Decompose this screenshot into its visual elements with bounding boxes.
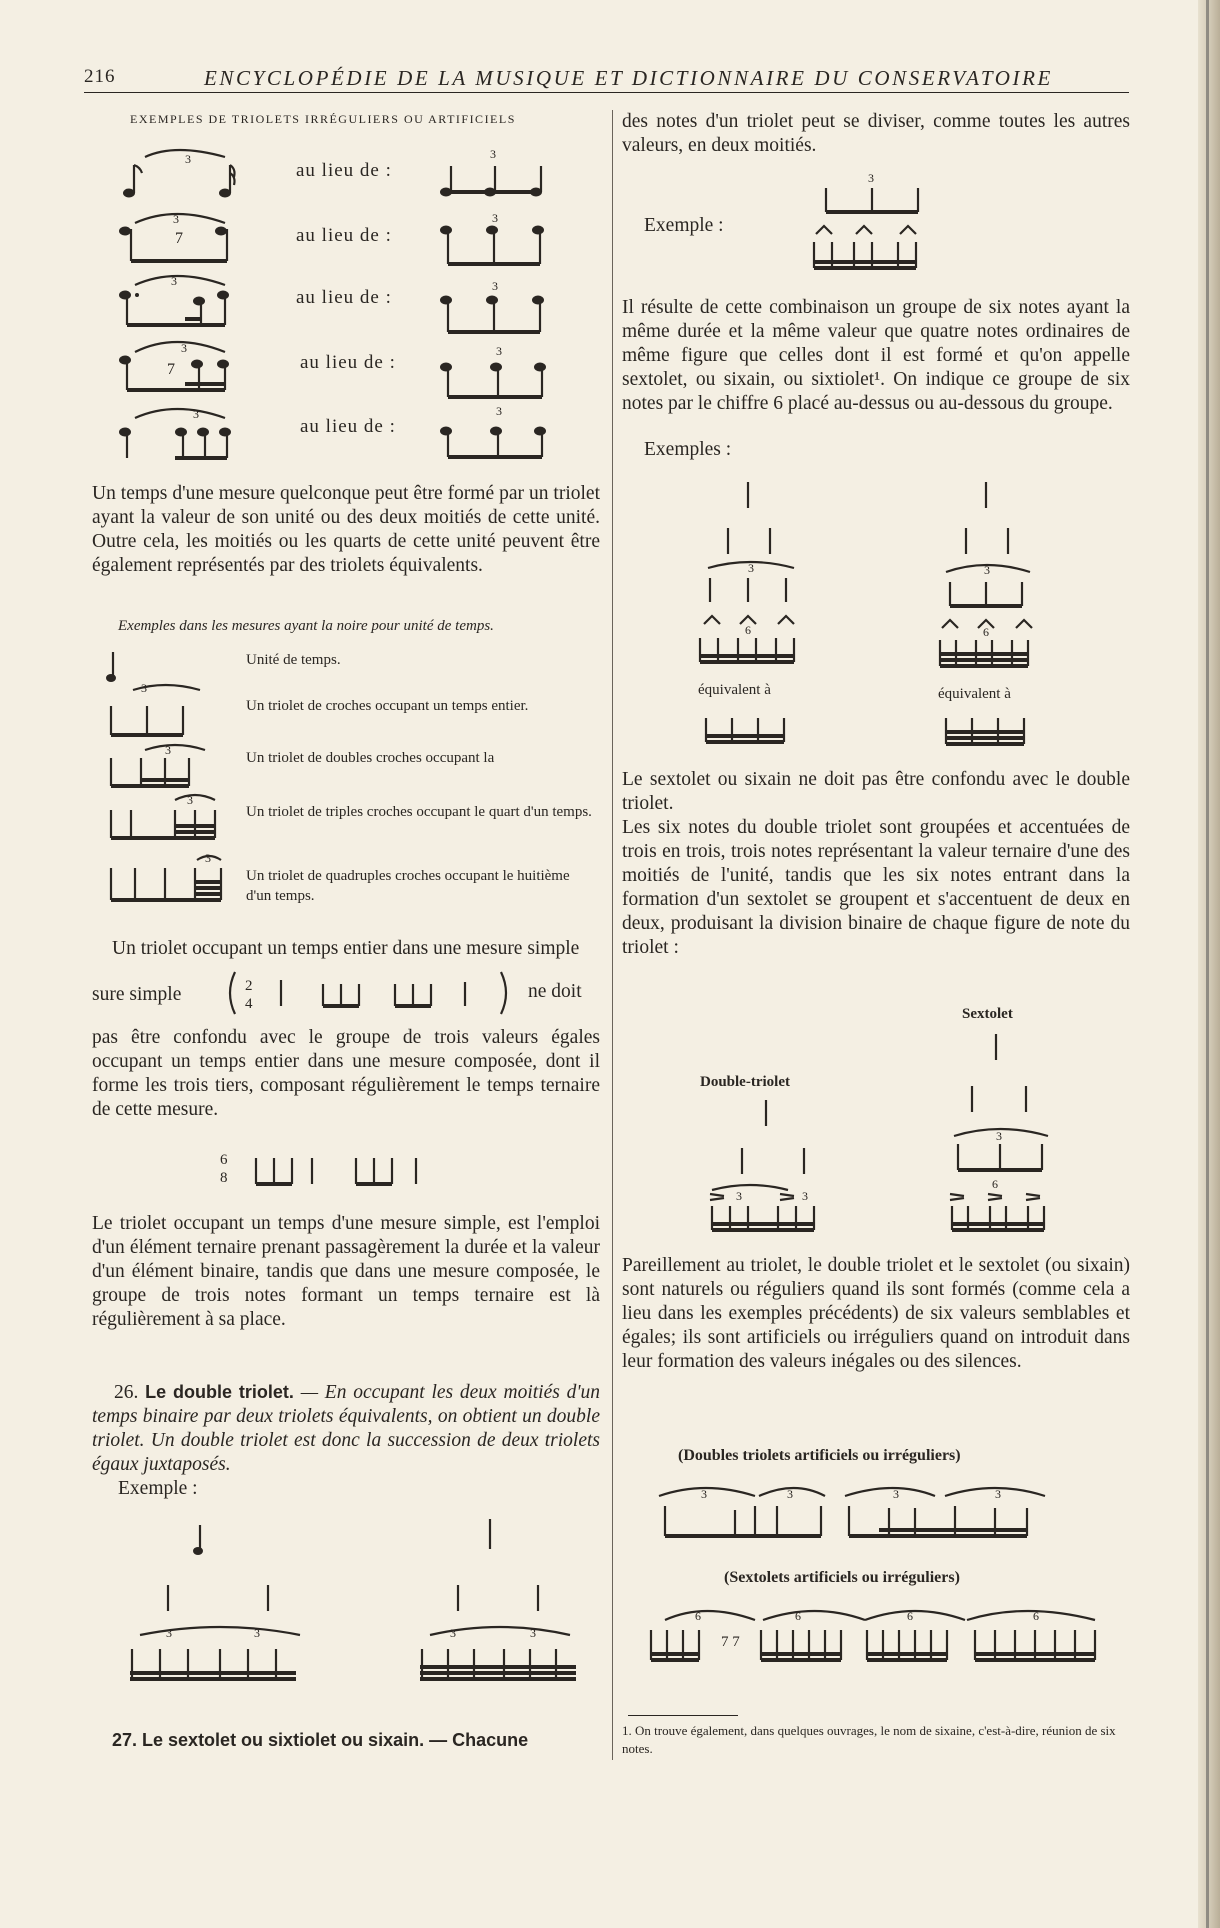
- svg-text:3: 3: [185, 152, 191, 166]
- equivalent-2: équivalent à: [938, 686, 1011, 702]
- sextolets-heading: (Sextolets artificiels ou irréguliers): [724, 1569, 960, 1586]
- au-lieu-de-1: au lieu de :: [296, 160, 392, 181]
- music-irregular-5: [115, 398, 245, 463]
- svg-text:3: 3: [490, 147, 496, 161]
- right-paragraph-4: Les six notes du double triolet sont groupées et accentuées de trois en trois, trois notes représentant la valeur ternaire d'une des moitiés de l'unité, tandis que les six notes entrant dans la formation d'un sextolet se groupent et s'accentuent de deux en deux, produisant la division binaire de chaque figure de note du triolet :: [622, 817, 1130, 958]
- example-thirtyseconds: Un triolet de triples croches occupant le quart d'un temps.: [246, 804, 592, 820]
- music-double-vs-sextolet: [700, 1030, 1100, 1235]
- svg-text:6: 6: [992, 1177, 998, 1191]
- svg-text:3: 3: [496, 404, 502, 418]
- right-paragraph-2: Il résulte de cette combinaison un groupe de six notes ayant la même durée et la même valeur que quatre notes ordinaires de même figure que celles dont il est formé et qu'on appelle sextolet, ou sixain, ou sixtiolet¹. On indique ce groupe de six notes par le chiffre 6 placé au-dessus ou au-dessous du groupe.: [622, 297, 1130, 414]
- svg-text:3: 3: [254, 1626, 260, 1640]
- section-26-title: Le double triolet.: [145, 1382, 294, 1402]
- svg-text:3: 3: [787, 1487, 793, 1501]
- svg-text:7 7: 7 7: [721, 1634, 740, 1650]
- svg-text:6: 6: [1033, 1609, 1039, 1623]
- svg-text:3: 3: [492, 211, 498, 225]
- section-26-number: 26.: [114, 1382, 139, 1403]
- irregular-triplets-heading: EXEMPLES DE TRIOLETS IRRÉGULIERS OU ARTIFICIELS: [130, 112, 516, 126]
- svg-text:3: 3: [205, 851, 211, 865]
- svg-text:3: 3: [996, 1129, 1002, 1143]
- left-paragraph-2b: ne doit: [528, 981, 582, 1002]
- svg-text:6: 6: [695, 1609, 701, 1623]
- svg-text:3: 3: [171, 274, 177, 288]
- svg-text:3: 3: [165, 743, 171, 757]
- svg-text:6: 6: [907, 1609, 913, 1623]
- au-lieu-de-5: au lieu de :: [300, 416, 396, 437]
- svg-text:3: 3: [193, 407, 199, 421]
- music-irregular-2: [115, 205, 245, 265]
- music-double-triplet: [120, 1515, 600, 1690]
- page-number: 216: [84, 66, 116, 87]
- svg-text:3: 3: [166, 1626, 172, 1640]
- music-compound-measure: [220, 1148, 480, 1193]
- svg-text:3: 3: [748, 561, 754, 575]
- music-unit-examples: [105, 650, 235, 910]
- svg-text:3: 3: [492, 279, 498, 293]
- svg-text:3: 3: [496, 344, 502, 358]
- svg-text:3: 3: [802, 1189, 808, 1203]
- mesure-simple-label: sure simple: [92, 984, 182, 1005]
- music-sextolet-examples: [690, 478, 1090, 748]
- right-paragraph-5: Pareillement au triolet, le double triolet et le sextolet (ou sixain) sont naturels ou réguliers quand ils sont formés (comme cela a lieu dans les exemples précédents) de six valeurs semblables et égales; ils sont artificiels ou irréguliers quand on introduit dans leur formation des valeurs inégales ou des silences.: [622, 1255, 1130, 1372]
- music-triplet-split: [810, 170, 940, 275]
- example-eighths: Un triolet de croches occupant un temps entier.: [246, 698, 529, 714]
- footnote-rule: [628, 1715, 738, 1716]
- svg-text:3: 3: [736, 1189, 742, 1203]
- right-exemple: Exemple :: [644, 215, 724, 236]
- svg-text:3: 3: [187, 793, 193, 807]
- music-standard-2: [440, 212, 560, 267]
- music-irregular-sextolets: [645, 1596, 1115, 1671]
- svg-text:3: 3: [701, 1487, 707, 1501]
- svg-text:3: 3: [181, 341, 187, 355]
- section-27-line: [112, 1728, 607, 1753]
- svg-text:7: 7: [167, 361, 175, 378]
- example-unit: Unité de temps.: [246, 652, 341, 668]
- footnote: 1. On trouve également, dans quelques ouvrages, le nom de sixaine, c'est-à-dire, réunion de six notes.: [622, 1723, 1116, 1756]
- music-standard-3: [440, 280, 560, 335]
- section-26-body: — En occupant les deux moitiés d'un temps binaire par deux triolets équivalents, on obtient un double triolet. Un double triolet est donc la succession de deux triolets égaux juxtaposés.: [92, 1382, 600, 1475]
- left-paragraph-2a: Un triolet occupant un temps entier dans une mesure simple: [112, 938, 580, 959]
- example-sixteenths: Un triolet de doubles croches occupant la: [246, 750, 495, 766]
- svg-text:6: 6: [220, 1152, 228, 1168]
- equivalent-1: équivalent à: [698, 682, 771, 698]
- music-simple-measure: [225, 968, 515, 1018]
- svg-text:7: 7: [175, 230, 183, 247]
- running-title: ENCYCLOPÉDIE DE LA MUSIQUE ET DICTIONNAIRE DU CONSERVATOIRE: [204, 66, 1053, 90]
- au-lieu-de-2: au lieu de :: [296, 225, 392, 246]
- sextolet-label: Sextolet: [962, 1006, 1013, 1022]
- right-paragraph-3: Le sextolet ou sixain ne doit pas être confondu avec le double triolet.: [622, 769, 1130, 814]
- svg-text:3: 3: [984, 563, 990, 577]
- svg-text:3: 3: [868, 171, 874, 185]
- book-binding: [1198, 0, 1220, 1928]
- example-sixtyfourths: Un triolet de quadruples croches occupant le huitième d'un temps.: [246, 868, 570, 904]
- svg-text:6: 6: [983, 625, 989, 639]
- music-irregular-1: [115, 145, 245, 200]
- left-paragraph-2c: pas être confondu avec le groupe de trois valeurs égales occupant un temps entier dans une mesure composée, dont il forme les trois tiers, composant régulièrement le temps ternaire de cette mesure.: [92, 1027, 600, 1120]
- music-standard-4: [440, 345, 560, 400]
- examples-caption: Exemples dans les mesures ayant la noire pour unité de temps.: [118, 618, 494, 634]
- section-26: [92, 1380, 600, 1477]
- right-exemples: Exemples :: [644, 439, 732, 460]
- page-header: [84, 62, 1129, 92]
- svg-text:2: 2: [245, 978, 253, 994]
- svg-text:4: 4: [245, 996, 253, 1012]
- left-paragraph-3: Le triolet occupant un temps d'une mesure simple, est l'emploi d'un élément ternaire prenant passagèrement la durée et la valeur d'un élément binaire, tandis que dans une mesure composée, le groupe de trois notes formant un temps ternaire est là régulièrement à sa place.: [92, 1213, 600, 1330]
- svg-text:3: 3: [173, 212, 179, 226]
- right-paragraph-1: des notes d'un triolet peut se diviser, comme toutes les autres valeurs, en deux moitiés.: [622, 111, 1130, 156]
- double-triplet-label: Double-triolet: [700, 1074, 790, 1090]
- music-irregular-double-triplets: [655, 1476, 1095, 1546]
- svg-text:3: 3: [530, 1626, 536, 1640]
- au-lieu-de-4: au lieu de :: [300, 352, 396, 373]
- column-divider: [612, 110, 613, 1760]
- music-standard-5: [440, 405, 560, 460]
- music-irregular-4: [115, 330, 245, 395]
- doubles-triplets-heading: (Doubles triolets artificiels ou irréguliers): [678, 1447, 961, 1464]
- svg-text:6: 6: [795, 1609, 801, 1623]
- left-exemple: Exemple :: [118, 1478, 198, 1499]
- au-lieu-de-3: au lieu de :: [296, 287, 392, 308]
- svg-text:6: 6: [745, 623, 751, 637]
- svg-text:3: 3: [995, 1487, 1001, 1501]
- svg-text:8: 8: [220, 1170, 228, 1186]
- svg-text:3: 3: [450, 1626, 456, 1640]
- svg-text:3: 3: [141, 681, 147, 695]
- svg-text:3: 3: [893, 1487, 899, 1501]
- section-27-text: 27. Le sextolet ou sixtiolet ou sixain. — Chacune: [112, 1730, 529, 1750]
- music-irregular-3: [115, 265, 245, 330]
- music-standard-1: [440, 148, 560, 203]
- left-paragraph-1: Un temps d'une mesure quelconque peut être formé par un triolet ayant la valeur de son unité ou des deux moitiés de cette unité. Outre cela, les moitiés ou les quarts de cette unité peuvent être également représentés par des triolets équivalents.: [92, 483, 600, 576]
